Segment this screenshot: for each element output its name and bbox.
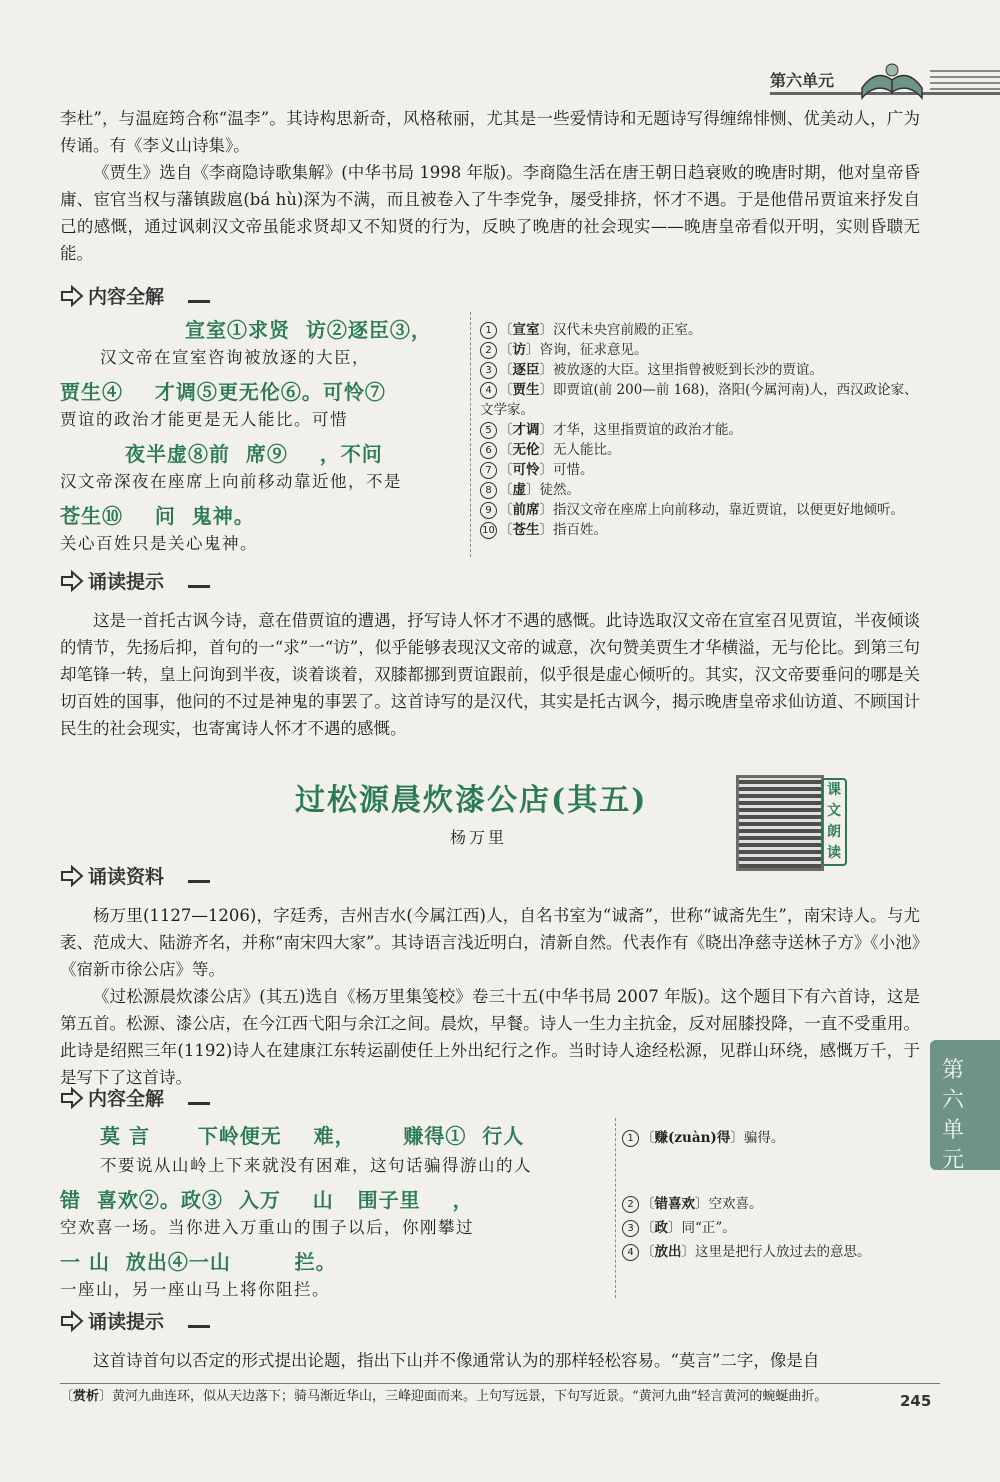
section-title: 内容全解 [88, 1088, 165, 1110]
annotation-item: 2 〔错喜欢〕空欢喜。 [622, 1192, 922, 1216]
annotation-item: 2 〔访〕咨询，征求意见。 [480, 340, 920, 360]
unit-label: 第六单元 [770, 71, 835, 90]
footer-note: 〔赏析〕黄河九曲连环，似从天边落下；骑马渐近华山，三峰迎面而来。上句写远景，下句写近景。“黄河九曲”轻言黄河的蜿蜒曲折。 [60, 1383, 940, 1408]
unit-side-tab[interactable] [930, 1040, 1000, 1173]
page-number: 245 [900, 1392, 932, 1410]
section-title: 诵读提示 [88, 1311, 165, 1333]
annotation-item: 10 〔苍生〕指百姓。 [480, 520, 920, 540]
annotation-list-2 [622, 1128, 922, 1148]
poem-line-1: 宣室①求贤 访②逐臣③， [185, 318, 432, 342]
title-dash [188, 880, 210, 883]
material-paragraph-1: 杨万里(1127—1206)，字廷秀，吉州吉水(今属江西)人，自名书室为“诚斋”，世称“诚斋先生”，南宋诗人。与尤袤、范成大、陆游齐名，并称“南宋四大家”。其诗语言浅近明白，清新自然。代表作有《晓出净慈寺送林子方》《小池》《宿新市徐公店》等。 [60, 906, 920, 979]
poem-author: 杨万里 [450, 828, 508, 847]
annotation-item: 7 〔可怜〕可惜。 [480, 460, 920, 480]
title-dash [188, 300, 210, 303]
arrow-icon [60, 284, 84, 308]
arrow-icon [60, 1086, 84, 1110]
poem-line-2: 贾生④ 才调⑤更无伦⑥。可怜⑦ [60, 380, 386, 404]
annotation-list-1 [480, 320, 920, 540]
qr-audio-label[interactable]: 课文朗读 [821, 778, 847, 866]
title-dash [188, 1325, 210, 1328]
annotation-item: 4 〔贾生〕即贾谊(前 200—前 168)，洛阳(今属河南)人，西汉政论家、文学家。 [480, 382, 918, 418]
intro-paragraph-1: 李杜”，与温庭筠合称“温李”。其诗构思新奇，风格秾丽，尤其是一些爱情诗和无题诗写得缠绵悱恻、优美动人，广为传诵。有《李义山诗集》。 [60, 109, 920, 155]
title-dash [188, 585, 210, 588]
section-title: 诵读资料 [88, 866, 165, 888]
annotation-item: 9 〔前席〕指汉文帝在座席上向前移动，靠近贾谊，以便更好地倾听。 [480, 500, 920, 520]
annotation-item: 8 〔虚〕徒然。 [480, 480, 920, 500]
annotation-item: 6 〔无伦〕无人能比。 [480, 440, 920, 460]
annotation-item: 5 〔才调〕才华，这里指贾谊的政治才能。 [480, 420, 920, 440]
poem-line-3: 夜半虚⑧前 席⑨ ，不问 [125, 442, 383, 466]
section-header-content-2 [60, 1082, 220, 1114]
book-emblem-icon [856, 58, 928, 104]
header-stripes [930, 68, 1000, 90]
qr-code[interactable] [736, 775, 824, 871]
footer-text: 黄河九曲连环，似从天边落下；骑马渐近华山，三峰迎面而来。上句写远景，下句写近景。“黄河九曲”轻言黄河的蜿蜒曲折。 [112, 1389, 828, 1404]
poem-translation-box-2 [60, 1118, 616, 1298]
section-header-content-1 [60, 280, 220, 312]
poem-line-1: 莫 言 下岭便无 难， 赚得① 行人 [100, 1124, 525, 1148]
translation-line-4: 关心百姓只是关心鬼神。 [60, 534, 258, 553]
translation-line-3: 一座山，另一座山马上将你阻拦。 [60, 1280, 330, 1299]
section-header-tips-1 [60, 565, 220, 597]
annotation-item: 1 〔宣室〕汉代未央宫前殿的正室。 [480, 320, 920, 340]
translation-line-3: 汉文帝深夜在座席上向前移动靠近他，不是 [60, 472, 402, 491]
title-dash [188, 1102, 210, 1105]
poem-line-2: 错 喜欢②。政③ 入万 山 围子里 ， [60, 1188, 474, 1212]
section-header-material [60, 860, 220, 892]
side-tab-label: 第六单元 [942, 1058, 965, 1173]
annotation-list-2b [622, 1192, 922, 1264]
arrow-icon [60, 1309, 84, 1333]
section-title: 内容全解 [88, 286, 165, 308]
translation-line-1: 汉文帝在宣室咨询被放逐的大臣， [100, 348, 370, 367]
annotation-item: 4 〔放出〕这里是把行人放过去的意思。 [622, 1240, 922, 1264]
annotation-item: 3 〔逐臣〕被放逐的大臣。这里指曾被贬到长沙的贾谊。 [480, 360, 920, 380]
annotation-item: 3 〔政〕同“正”。 [622, 1216, 922, 1240]
footer-term: 赏析 [73, 1389, 100, 1404]
arrow-icon [60, 569, 84, 593]
translation-line-2: 贾谊的政治才能更是无人能比。可惜 [60, 410, 348, 429]
poem-title: 过松源晨炊漆公店(其五) [295, 783, 648, 818]
translation-line-1: 不要说从山岭上下来就没有困难，这句话骗得游山的人 [100, 1156, 532, 1175]
section-header-tips-2 [60, 1305, 220, 1337]
poem-translation-box-1 [60, 312, 471, 557]
material-paragraph-2: 《过松源晨炊漆公店》(其五)选自《杨万里集笺校》卷三十五(中华书局 2007 年版)。这个题目下有六首诗，这是第五首。松源、漆公店，在今江西弋阳与余江之间。晨炊，早餐。诗人一生力主抗金，反对屈膝投降，一直不受重用。此诗是绍熙三年(1192)诗人在建康江东转运副使任上外出纪行之作。当时诗人途经松源，见群山环绕，感慨万千，于是写下了这首诗。 [60, 987, 920, 1087]
tips-paragraph-2: 这首诗首句以否定的形式提出论题，指出下山并不像通常认为的那样轻松容易。“莫言”二字，像是自 [93, 1351, 820, 1370]
poem-line-3: 一 山 放出④一山 拦。 [60, 1250, 337, 1274]
tips-paragraph-1: 这是一首托古讽今诗，意在借贾谊的遭遇，抒写诗人怀才不遇的感慨。此诗选取汉文帝在宣室召见贾谊，半夜倾谈的情节，先扬后抑，首句的一“求”一“访”，似乎能够表现汉文帝的诚意，次句赞美贾生才华横溢，无与伦比。到第三句却笔锋一转，皇上问询到半夜，谈着谈着，双膝都挪到贾谊跟前，似乎很是虚心倾听的。其实，汉文帝要垂问的哪是关切百姓的国事，他问的不过是神鬼的事罢了。这首诗写的是汉代，其实是托古讽今，揭示晚唐皇帝求仙访道、不顾国计民生的社会现实，也寄寓诗人怀才不遇的感慨。 [60, 611, 920, 738]
arrow-icon [60, 864, 84, 888]
translation-line-2: 空欢喜一场。当你进入万重山的围子以后，你刚攀过 [60, 1218, 474, 1237]
intro-paragraph-2: 《贾生》选自《李商隐诗歌集解》(中华书局 1998 年版)。李商隐生活在唐王朝日趋衰败的晚唐时期，他对皇帝昏庸、宦官当权与藩镇跋扈(bá hù)深为不满，而且被卷入了牛李党争，屡受排挤，怀才不遇。于是他借吊贾谊来抒发自己的感慨，通过讽刺汉文帝虽能求贤却又不知贤的行为，反映了晚唐的社会现实——晚唐皇帝看似开明，实则昏聩无能。 [60, 163, 920, 263]
annotation-item: 1 〔赚(zuàn)得〕骗得。 [622, 1128, 922, 1148]
poem-line-4: 苍生⑩ 问 鬼神。 [60, 504, 255, 528]
section-title: 诵读提示 [88, 571, 165, 593]
